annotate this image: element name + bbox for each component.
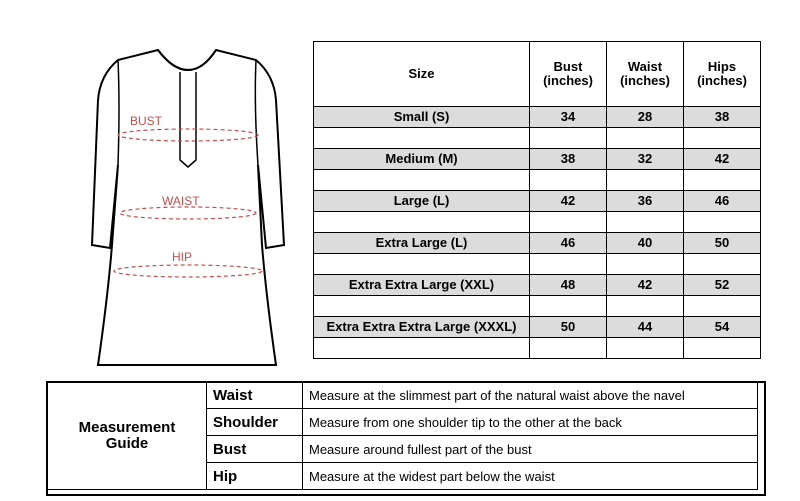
guide-frame — [46, 381, 766, 496]
size-table-header — [314, 42, 761, 107]
header-bust: Bust (inches) — [530, 42, 607, 107]
kurta-illustration — [88, 45, 288, 375]
guide-description: Measure at the slimmest part of the natural waist above the navel — [303, 382, 758, 409]
bust-cell: 42 — [530, 191, 607, 212]
spacer-row — [314, 296, 761, 317]
spacer-row — [314, 338, 761, 359]
guide-description: Measure from one shoulder tip to the other at the back — [303, 409, 758, 436]
hips-cell: 38 — [684, 107, 761, 128]
header-waist: Waist (inches) — [607, 42, 684, 107]
bust-cell: 50 — [530, 317, 607, 338]
guide-term: Hip — [207, 463, 303, 490]
bust-cell: 34 — [530, 107, 607, 128]
table-row — [314, 275, 761, 296]
table-row — [314, 107, 761, 128]
size-chart-table — [313, 41, 761, 359]
hips-cell: 46 — [684, 191, 761, 212]
header-hips: Hips (inches) — [684, 42, 761, 107]
size-cell: Small (S) — [314, 107, 530, 128]
hip-label: HIP — [172, 250, 193, 264]
spacer-row — [314, 128, 761, 149]
guide-description: Measure at the widest part below the waist — [303, 463, 758, 490]
bust-label: BUST — [130, 114, 163, 128]
guide-term: Waist — [207, 382, 303, 409]
bust-cell: 38 — [530, 149, 607, 170]
spacer-row — [314, 212, 761, 233]
size-cell: Large (L) — [314, 191, 530, 212]
table-row — [314, 149, 761, 170]
hips-cell: 54 — [684, 317, 761, 338]
table-row — [314, 191, 761, 212]
spacer-row — [314, 254, 761, 275]
waist-cell: 32 — [607, 149, 684, 170]
waist-label: WAIST — [162, 194, 200, 208]
measurement-guide-title: Measurement Guide — [47, 382, 207, 490]
size-cell: Extra Extra Extra Large (XXXL) — [314, 317, 530, 338]
size-cell: Extra Extra Large (XXL) — [314, 275, 530, 296]
guide-term: Shoulder — [207, 409, 303, 436]
spacer-row — [314, 170, 761, 191]
table-row — [314, 317, 761, 338]
hips-cell: 50 — [684, 233, 761, 254]
hips-cell: 42 — [684, 149, 761, 170]
waist-cell: 44 — [607, 317, 684, 338]
waist-cell: 28 — [607, 107, 684, 128]
size-cell: Medium (M) — [314, 149, 530, 170]
bust-cell: 46 — [530, 233, 607, 254]
waist-cell: 42 — [607, 275, 684, 296]
hips-cell: 52 — [684, 275, 761, 296]
bust-cell: 48 — [530, 275, 607, 296]
guide-description: Measure around fullest part of the bust — [303, 436, 758, 463]
size-cell: Extra Large (L) — [314, 233, 530, 254]
waist-cell: 36 — [607, 191, 684, 212]
table-row — [314, 233, 761, 254]
waist-cell: 40 — [607, 233, 684, 254]
guide-term: Bust — [207, 436, 303, 463]
header-size: Size — [314, 42, 530, 107]
